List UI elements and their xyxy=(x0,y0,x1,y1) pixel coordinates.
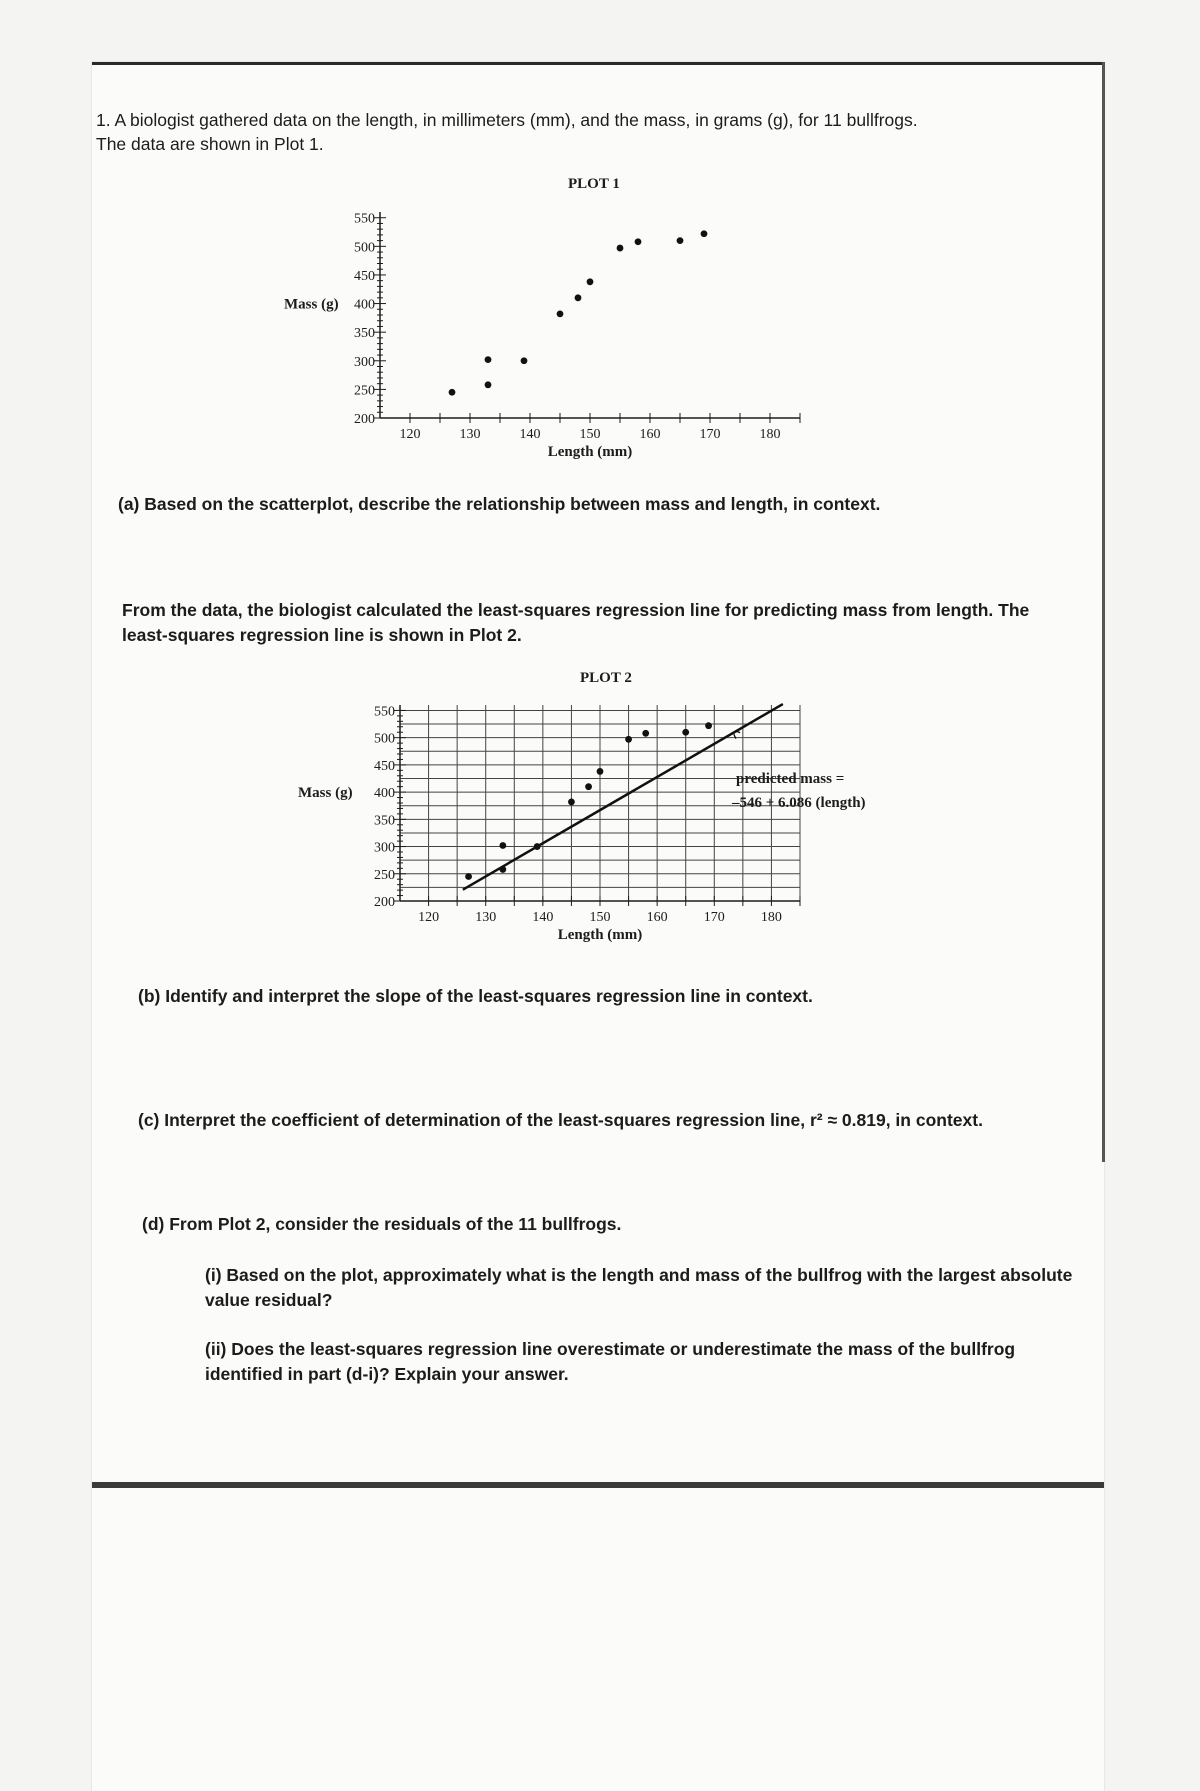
plot2-data-point xyxy=(642,730,649,737)
part-d-i-line2: value residual? xyxy=(205,1290,333,1310)
plot1-data-point xyxy=(587,278,594,285)
plot1-x-tick-label: 140 xyxy=(519,427,541,442)
plot2-x-tick-label: 170 xyxy=(703,910,725,925)
plot1-x-axis-label: Length (mm) xyxy=(547,444,633,460)
plot1-y-tick-label: 350 xyxy=(354,326,375,342)
part-d-ii-line1: (ii) Does the least-squares regression line overestimate or underestimate the mass of the bullfrog xyxy=(205,1339,1016,1359)
regression-equation-line2: –546 + 6.086 (length) xyxy=(732,795,866,811)
regression-equation-line1: predicted mass = xyxy=(736,771,845,787)
plot2-data-point xyxy=(705,722,712,729)
plot1-scatterplot xyxy=(270,192,830,467)
plot2-x-tick-label: 140 xyxy=(532,910,554,925)
plot2-y-tick-label: 350 xyxy=(374,813,395,829)
part-d-i-line1: (i) Based on the plot, approximately what is the length and mass of the bullfrog with the largest absolute xyxy=(205,1265,1073,1285)
plot2-x-tick-label: 150 xyxy=(589,910,611,925)
plot1-y-axis-label: Mass (g) xyxy=(284,296,339,313)
plot2-title: PLOT 2 xyxy=(580,670,632,686)
plot2-y-axis-label: Mass (g) xyxy=(298,785,353,802)
part-a-question: (a) Based on the scatterplot, describe the relationship between mass and length, in context. xyxy=(118,494,881,514)
plot1-data-point xyxy=(557,310,564,317)
plot2-x-tick-label: 180 xyxy=(760,910,782,925)
part-c-question: (c) Interpret the coefficient of determination of the least-squares regression line, r² ≈ 0.819, in context. xyxy=(138,1110,983,1130)
plot1-x-tick-label: 160 xyxy=(639,427,661,442)
plot2-y-tick-label: 300 xyxy=(374,840,395,856)
plot2-data-point xyxy=(568,799,575,806)
plot1-x-tick-label: 170 xyxy=(699,427,721,442)
plot1-y-tick-label: 200 xyxy=(354,412,375,427)
plot2-x-tick-label: 120 xyxy=(418,910,440,925)
plot1-data-point xyxy=(575,294,582,301)
plot1-data-point xyxy=(485,381,492,388)
plot1-data-point xyxy=(449,389,456,396)
plot2-x-axis-label: Length (mm) xyxy=(557,927,643,943)
plot1-x-tick-label: 150 xyxy=(579,427,601,442)
plot1-data-point xyxy=(485,356,492,363)
plot2-data-point xyxy=(499,842,506,849)
plot2-regression-plot xyxy=(290,688,810,948)
plot1-y-tick-label: 250 xyxy=(354,383,375,399)
plot1-y-tick-label: 400 xyxy=(354,297,375,313)
plot2-y-tick-label: 250 xyxy=(374,867,395,883)
regression-intro-line2: least-squares regression line is shown in Plot 2. xyxy=(122,625,522,645)
plot1-data-point xyxy=(701,230,708,237)
plot1-y-tick-label: 450 xyxy=(354,268,375,284)
plot1-data-point xyxy=(635,238,642,245)
plot2-data-point xyxy=(534,843,541,850)
plot1-y-tick-label: 300 xyxy=(354,354,375,370)
plot2-x-tick-label: 130 xyxy=(475,910,497,925)
plot2-data-point xyxy=(585,783,592,790)
plot1-y-tick-label: 500 xyxy=(354,240,375,256)
question-intro-line2: The data are shown in Plot 1. xyxy=(96,134,324,154)
page-bottom-edge xyxy=(92,1482,1104,1488)
plot1-x-tick-label: 180 xyxy=(759,427,781,442)
plot2-data-point xyxy=(499,866,506,873)
part-d-ii-line2: identified in part (d-i)? Explain your answer. xyxy=(205,1364,569,1384)
part-b-question: (b) Identify and interpret the slope of the least-squares regression line in context. xyxy=(138,986,813,1006)
question-intro-line1: 1. A biologist gathered data on the length, in millimeters (mm), and the mass, in grams (g), for 11 bullfrogs. xyxy=(96,110,918,130)
plot1-data-point xyxy=(677,237,684,244)
page-edge xyxy=(1102,62,1105,1162)
plot2-y-tick-label: 400 xyxy=(374,786,395,802)
plot1-y-tick-label: 550 xyxy=(354,211,375,227)
plot2-data-point xyxy=(625,736,632,743)
plot1-data-point xyxy=(617,245,624,252)
regression-intro-line1: From the data, the biologist calculated the least-squares regression line for predicting mass from length. The xyxy=(122,600,1030,620)
plot1-x-tick-label: 120 xyxy=(399,427,421,442)
plot1-data-point xyxy=(521,357,528,364)
plot1-x-tick-label: 130 xyxy=(459,427,481,442)
plot2-data-point xyxy=(682,729,689,736)
plot2-y-tick-label: 200 xyxy=(374,895,395,910)
plot2-y-tick-label: 450 xyxy=(374,758,395,774)
part-d-question: (d) From Plot 2, consider the residuals of the 11 bullfrogs. xyxy=(142,1214,622,1234)
plot2-y-tick-label: 550 xyxy=(374,704,395,720)
plot1-title: PLOT 1 xyxy=(568,176,620,192)
plot2-data-point xyxy=(465,873,472,880)
plot2-data-point xyxy=(597,768,604,775)
plot2-x-tick-label: 160 xyxy=(646,910,668,925)
plot2-y-tick-label: 500 xyxy=(374,731,395,747)
